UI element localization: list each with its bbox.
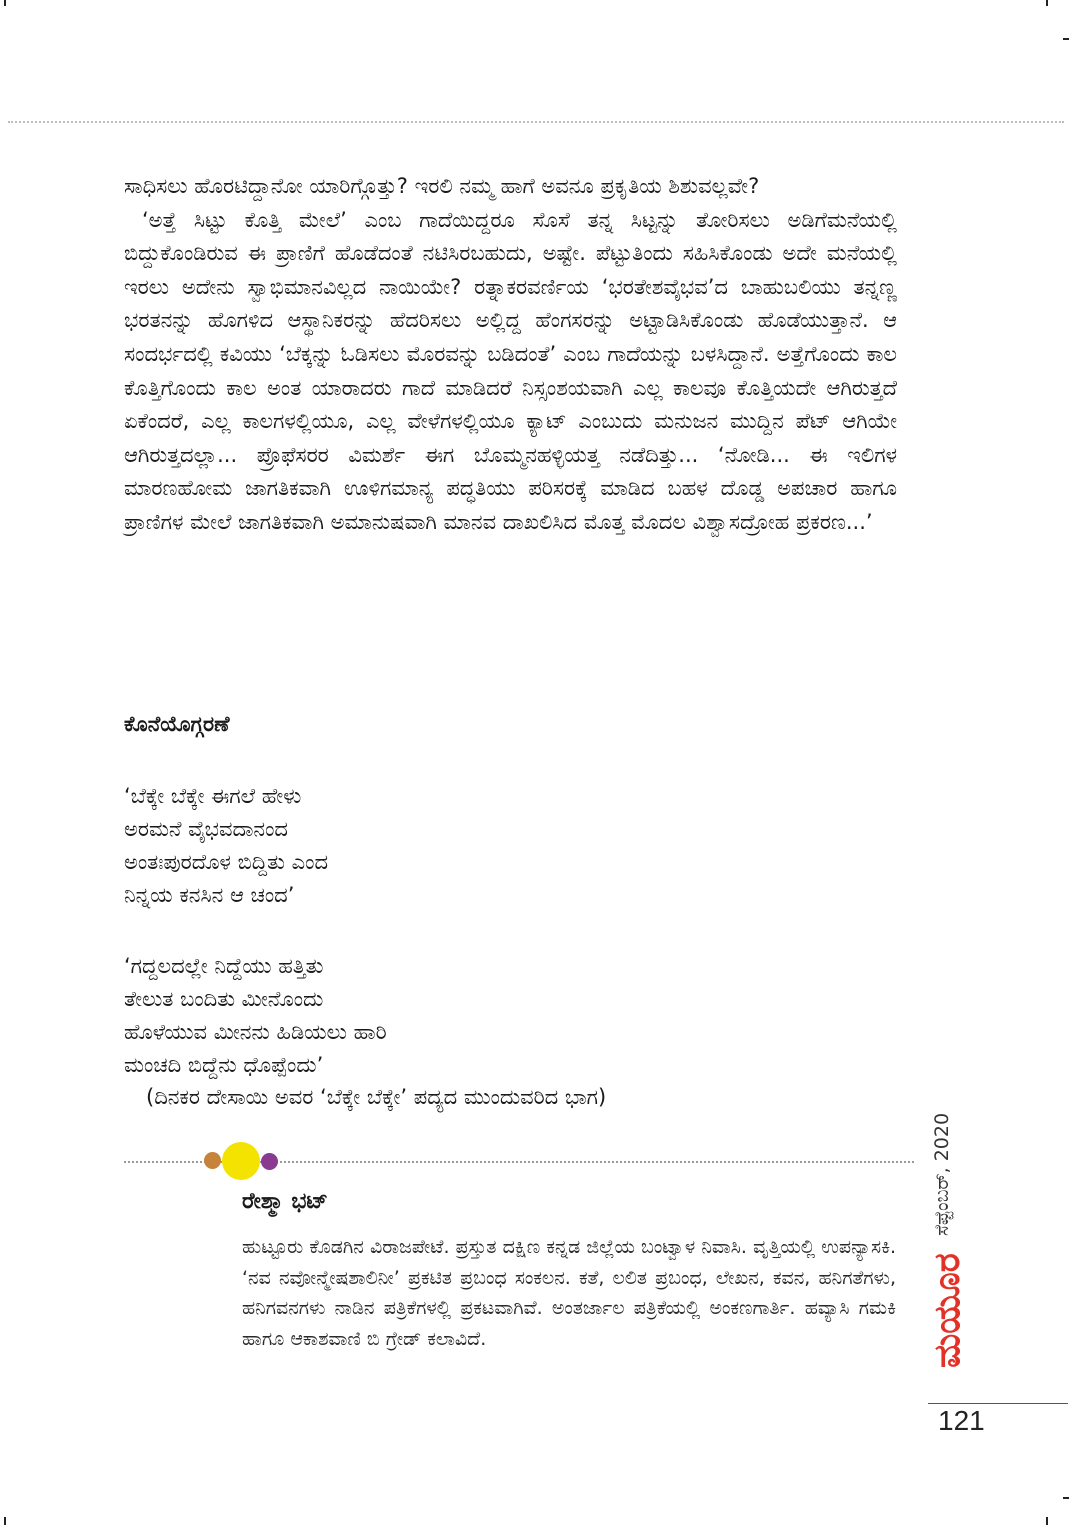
top-dotted-rule [8,121,1064,123]
orange-dot-ornament [204,1152,221,1169]
crop-mark-right-bottom [1063,1497,1069,1499]
poem-line: ಮಂಚದಿ ಬಿದ್ದೆನು ಧೊಪ್ಪೆಂದು’ [124,1053,324,1077]
poem-source-note: (ದಿನಕರ ದೇಸಾಯಿ ಅವರ ‘ಬೆಕ್ಕೇ ಬೆಕ್ಕೇ’ ಪದ್ಯದ ಮುಂದುವರಿದ ಭಾಗ) [146,1085,607,1109]
poem-line: ನಿನ್ನಯ ಕನಸಿನ ಆ ಚಂದ’ [124,883,295,907]
poem-line: ಅರಮನೆ ವೈಭವದಾನಂದ [124,817,288,841]
crop-mark-bottom-right [1046,1517,1048,1525]
poem-line: ‘ಗದ್ದಲದಲ್ಲೇ ನಿದ್ದೆಯು ಹತ್ತಿತು [124,954,324,978]
yellow-dot-ornament [222,1142,260,1180]
paragraph-1: ಸಾಧಿಸಲು ಹೊರಟಿದ್ದಾನೋ ಯಾರಿಗ್ಗೊತ್ತು? ಇರಲಿ ನಮ್ಮ ಹಾಗೆ ಅವನೂ ಪ್ರಕೃತಿಯ ಶಿಶುವಲ್ಲವೇ? [124,174,760,198]
purple-dot-ornament [261,1153,278,1170]
author-bio: ಹುಟ್ಟೂರು ಕೊಡಗಿನ ವಿರಾಜಪೇಟೆ. ಪ್ರಸ್ತುತ ದಕ್ಷಿಣ ಕನ್ನಡ ಜಿಲ್ಲೆಯ ಬಂಟ್ವಾಳ ನಿವಾಸಿ. ವೃತ್ತಿಯಲ್ಲಿ ಉಪನ್ಯಾಸಕಿ. ‘ನವ ನವೋನ್ಮೇಷಶಾಲಿನೀ’ ಪ್ರಕಟಿತ ಪ್ರಬಂಧ ಸಂಕಲನ. ಕತೆ, ಲಲಿತ ಪ್ರಬಂಧ, ಲೇಖನ, ಕವನ, ಹನಿಗತೆಗಳು, ಹನಿಗವನಗಳು ನಾಡಿನ ಪತ್ರಿಕೆಗಳಲ್ಲಿ ಪ್ರಕಟವಾಗಿವೆ. ಅಂತರ್ಜಾಲ ಪತ್ರಿಕೆಯಲ್ಲಿ ಅಂಕಣಗಾರ್ತಿ. ಹವ್ಯಾಸಿ ಗಮಕಿ ಹಾಗೂ ಆಕಾಶವಾಣಿ ಬಿ ಗ್ರೇಡ್ ಕಲಾವಿದೆ. [242,1236,896,1350]
article-body [124,170,897,540]
crop-mark-top-left [4,0,6,6]
crop-mark-bottom-left [4,1517,6,1525]
poem-stanza-2 [124,950,387,1082]
magazine-logo: ಮಯೂರ [927,1253,968,1369]
crop-mark-top-right [1046,0,1048,6]
crop-mark-right-top [1063,38,1069,40]
poem-line: ಅಂತಃಪುರದೊಳ ಬಿದ್ದಿತು ಎಂದ [124,850,329,874]
page-number-rule [928,1403,1068,1404]
poem-line: ‘ಬೆಕ್ಕೇ ಬೆಕ್ಕೇ ಈಗಲೆ ಹೇಳು [124,784,302,808]
poem-stanza-1 [124,780,328,912]
author-name: ರೇಶ್ಮಾ ಭಟ್ [242,1189,328,1214]
paragraph-2: ‘ಅತ್ತೆ ಸಿಟ್ಟು ಕೊತ್ತಿ ಮೇಲೆ’ ಎಂಬ ಗಾದೆಯಿದ್ದರೂ ಸೊಸೆ ತನ್ನ ಸಿಟ್ಟನ್ನು ತೋರಿಸಲು ಅಡಿಗೆಮನೆಯಲ್ಲಿ ಬಿದ್ದುಕೊಂಡಿರುವ ಈ ಪ್ರಾಣಿಗೆ ಹೊಡೆದಂತೆ ನಟಿಸಿರಬಹುದು, ಅಷ್ಟೇ. ಪೆಟ್ಟುತಿಂದು ಸಹಿಸಿಕೊಂಡು ಅದೇ ಮನೆಯಲ್ಲಿ ಇರಲು ಅದೇನು ಸ್ವಾಭಿಮಾನವಿಲ್ಲದ ನಾಯಿಯೇ? ರತ್ನಾಕರವರ್ಣಿಯ ‘ಭರತೇಶವೈಭವ’ದ ಬಾಹುಬಲಿಯು ತನ್ನಣ್ಣ ಭರತನನ್ನು ಹೊಗಳಿದ ಆಸ್ಥಾನಿಕರನ್ನು ಹೆದರಿಸಲು ಅಲ್ಲಿದ್ದ ಹೆಂಗಸರನ್ನು ಅಟ್ಟಾಡಿಸಿಕೊಂಡು ಹೊಡೆಯುತ್ತಾನೆ. ಆ ಸಂದರ್ಭದಲ್ಲಿ ಕವಿಯು ‘ಬೆಕ್ಕನ್ನು ಓಡಿಸಲು ಮೊರವನ್ನು ಬಡಿದಂತೆ’ ಎಂಬ ಗಾದೆಯನ್ನು ಬಳಸಿದ್ದಾನೆ. ಅತ್ತೆಗೊಂದು ಕಾಲ ಕೊತ್ತಿಗೊಂದು ಕಾಲ ಅಂತ ಯಾರಾದರು ಗಾದೆ ಮಾಡಿದರೆ ನಿಸ್ಸಂಶಯವಾಗಿ ಎಲ್ಲ ಕಾಲವೂ ಕೊತ್ತಿಯದೇ ಆಗಿರುತ್ತದೆ ಏಕೆಂದರೆ, ಎಲ್ಲ ಕಾಲಗಳಲ್ಲಿಯೂ, ಎಲ್ಲ ವೇಳೆಗಳಲ್ಲಿಯೂ ಕ್ಯಾಟ್ ಎಂಬುದು ಮನುಜನ ಮುದ್ದಿನ ಪೆಟ್ ಆಗಿಯೇ ಆಗಿರುತ್ತದಲ್ಲಾ... ಪ್ರೊಫೆಸರರ ವಿಮರ್ಶೆ ಈಗ ಬೊಮ್ಮನಹಳ್ಳಿಯತ್ತ ನಡೆದಿತ್ತು... ‘ನೋಡಿ... ಈ ಇಲಿಗಳ ಮಾರಣಹೋಮ ಜಾಗತಿಕವಾಗಿ ಊಳಿಗಮಾನ್ಯ ಪದ್ಧತಿಯು ಪರಿಸರಕ್ಕೆ ಮಾಡಿದ ಬಹಳ ದೊಡ್ಡ ಅಪಚಾರ ಹಾಗೂ ಪ್ರಾಣಿಗಳ ಮೇಲೆ ಜಾಗತಿಕವಾಗಿ ಅಮಾನುಷವಾಗಿ ಮಾನವ ದಾಖಲಿಸಿದ ಮೊತ್ತ ಮೊದಲ ವಿಶ್ವಾಸದ್ರೋಹ ಪ್ರಕರಣ...’ [124,207,897,534]
poem-line: ತೇಲುತ ಬಂದಿತು ಮೀನೊಂದು [124,987,324,1011]
section-heading: ಕೊನೆಯೊಗ್ಗರಣೆ [124,712,230,736]
poem-line: ಹೊಳೆಯುವ ಮೀನನು ಹಿಡಿಯಲು ಹಾರಿ [124,1020,387,1044]
page-number: 121 [938,1405,985,1436]
issue-date: ಸೆಪ್ಟೆಂಬರ್, 2020 [931,1112,953,1236]
